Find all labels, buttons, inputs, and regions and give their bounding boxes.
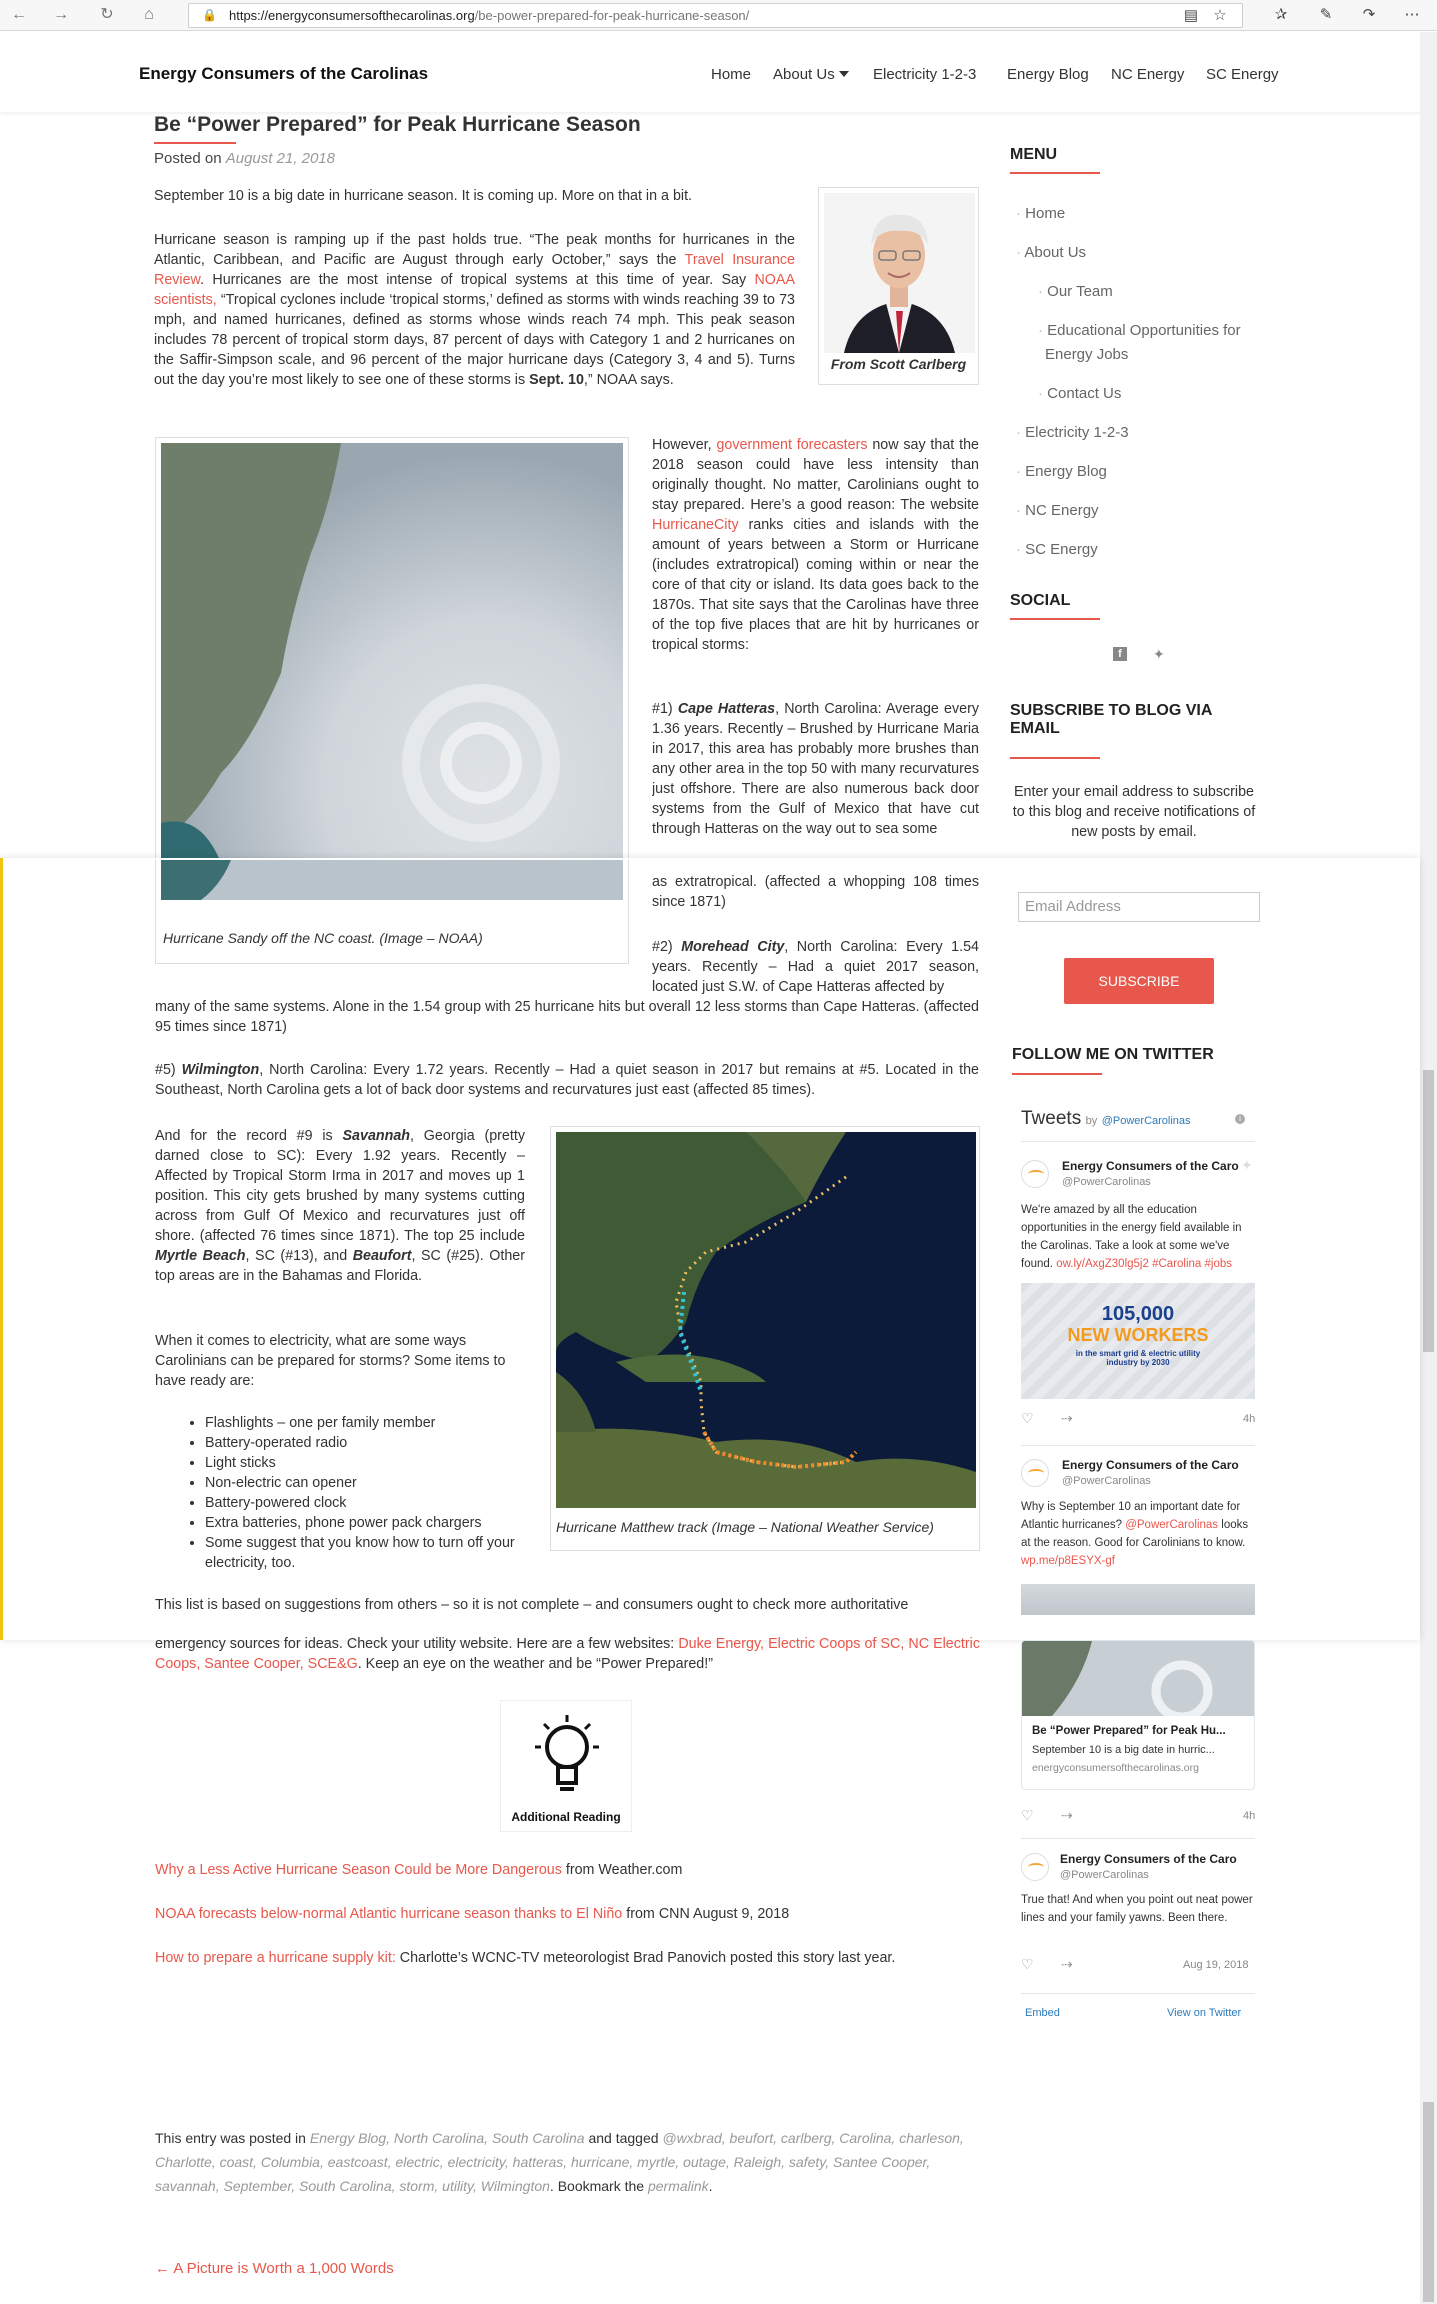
url-text[interactable]: https://energyconsumersofthecarolinas.org/be-power-prepared-for-peak-hurricane-season/ [229,8,750,23]
favorites-icon[interactable]: ✰ [1274,6,1288,23]
nav-nc-energy[interactable]: NC Energy [1111,66,1185,83]
tweet-time[interactable]: 4h [1243,1413,1256,1425]
text: , Georgia (pretty darned close to SC): Every 1.92 years. Recently – Affected by Tropical Storm Irma in 2017 and moves up 1 position. This city gets brushed by many systems cutting across from Gulf Of Mexico and recurvatures just off shore. (affected 76 times since 1871). The top 25 include [155,1128,525,1244]
government-forecasters-link[interactable]: government forecasters [716,437,868,453]
tweet-handle[interactable]: @PowerCarolinas [1062,1475,1151,1487]
post-footer: This entry was posted in Energy Blog, North Carolina, South Carolina and tagged @wxbrad, beufort, carlberg, Carolina, charleson, Charlotte, coast, Columbia, eastcoast, electric, electricity, hatteras, hurricane, myrtle, outage, Raleigh, safety, Santee Cooper, savannah, September, South Carolina, storm, utility, Wilmington. Bookmark the permalink. [155,2130,964,2194]
posted-label: Posted on [154,150,222,167]
chevron-down-icon [839,71,849,77]
text: looks at the reason. Good for Carolinians to know. [1021,1519,1249,1549]
tweet-handle[interactable]: @PowerCarolinas [1060,1869,1149,1881]
facebook-icon[interactable]: f [1113,647,1127,661]
text: from Weather.com [565,1862,683,1878]
share-icon[interactable]: ⇢ [1061,1956,1073,1972]
sidebar-about-us[interactable]: · About Us [1016,244,1086,261]
menu-heading: MENU [1010,146,1058,163]
electric-coops-sc-link[interactable]: Electric Coops of SC [768,1636,901,1652]
text: and tagged [588,2130,659,2146]
savannah-paragraph [155,1126,525,1286]
sandy-image-lower [161,860,623,900]
author-photo-frame [818,187,979,385]
duke-energy-link[interactable]: Duke Energy [678,1636,761,1652]
subscribe-heading-line2: EMAIL [1010,720,1060,737]
divider [1021,1141,1255,1142]
embed-link[interactable]: Embed [1025,2007,1060,2019]
previous-post-link[interactable]: ← A Picture is Worth a 1,000 Words [155,2260,394,2277]
subscribe-heading [1010,702,1212,738]
sidebar-educational[interactable]: · Educational Opportunities for [1038,322,1241,339]
nc-electric-coops-link[interactable]: NC Electric Coops [155,1636,980,1672]
tweet-time[interactable]: 4h [1243,1810,1256,1822]
place-name: Savannah [342,1128,411,1144]
text: Why is September 10 an important date for Atlantic hurricanes? [1021,1501,1241,1531]
avatar[interactable] [1021,1160,1049,1188]
author-photo [824,193,975,353]
view-on-twitter-link[interactable]: View on Twitter [1167,2007,1242,2019]
morehead-tail: many of the same systems. Alone in the 1.54 group with 25 hurricane hits but overall 12 less storms than Cape Hatteras. (affected 95 times since 1871) [155,999,979,1035]
categories-links[interactable]: Energy Blog, North Carolina, South Carolina [309,2130,585,2146]
pen-icon[interactable]: ✎ [1319,6,1333,23]
text: And for the record #9 is [155,1128,333,1144]
tweet-1[interactable] [1021,1155,1255,1445]
place-name: Wilmington [181,1062,260,1078]
wilmington-paragraph [155,1060,979,1100]
tweets-by: by [1085,1115,1098,1127]
list-item: • Battery-operated radio [205,1433,525,1453]
tweet-link[interactable]: wp.me/p8ESYX-gf [1021,1555,1115,1567]
text: now say that the 2018 season could have less intensity than originally thought. No matter, Carolinians ought to stay prepared. Here’s a good reason: The website [652,437,979,513]
tweet-link[interactable]: ow.ly/AxgZ30lg5j2 #Carolina #jobs [1056,1258,1232,1270]
share-icon[interactable]: ↷ [1362,6,1376,23]
text: However, [652,437,712,453]
reading-item-1 [155,1860,980,1880]
place-name: Beaufort [352,1248,412,1264]
text: emergency sources for ideas. Check your utility website. Here are a few websites: [155,1636,675,1652]
list-note-cont: emergency sources for ideas. Check your utility website. Here are a few websites: Duke Energy, Electric Coops of SC, NC Electric Coops, Santee Cooper, SCE&G. Keep an eye on the weather and be “Power Prepared!” [155,1636,980,1672]
tweet-3[interactable] [1021,1848,1255,1978]
share-icon[interactable]: ⇢ [1061,1807,1073,1823]
tags-links[interactable]: @wxbrad, beufort, carlberg, Carolina, [662,2130,896,2146]
hatteras-tail: as extratropical. (affected a whopping 108 times since 1871) [652,874,979,910]
supply-kit-link[interactable]: How to prepare a hurricane supply kit: [155,1950,396,1966]
bold-date: Sept. 10 [529,372,584,388]
nav-sc-energy[interactable]: SC Energy [1206,66,1279,83]
text: Hurricane season is ramping up if the past holds true. “The peak months for hurricanes in the Atlantic, Caribbean, and Pacific are August through early October,” says the [154,232,795,268]
rank-number: #1) [652,701,673,717]
nav-electricity[interactable]: Electricity 1-2-3 [873,66,977,83]
subscribe-heading-line1: SUBSCRIBE TO BLOG VIA [1010,702,1213,719]
hurricane-matthew-image [556,1132,976,1508]
title-underline [154,142,236,144]
forward-icon[interactable]: → [53,6,69,23]
tweet-text [1021,1498,1255,1570]
weather-com-link[interactable]: Why a Less Active Hurricane Season Could be More Dangerous [155,1862,562,1878]
sidebar-energy-blog[interactable]: · Energy Blog [1016,463,1107,480]
social-heading-rule [1010,618,1100,620]
tweet-image[interactable] [1021,1283,1255,1399]
lightbulb-icon [527,1713,607,1795]
sandy-image-lower-frame [155,860,629,964]
more-icon[interactable]: ⋯ [1404,6,1420,23]
lock-icon: 🔒 [202,8,217,22]
matthew-caption: Hurricane Matthew track (Image – National Weather Service) [556,1519,934,1535]
paragraph-forecast [652,435,979,655]
divider [1021,1838,1255,1839]
avatar[interactable] [1021,1853,1049,1881]
like-icon[interactable]: ♡ [1021,1410,1034,1426]
matthew-image-frame [550,1126,980,1551]
reading-view-icon[interactable]: ▤ [1183,7,1199,24]
back-icon[interactable]: ← [11,6,27,23]
text: , North Carolina: Every 1.54 years. Recently – Had a quiet 2017 season, located just S.W. of Cape Hatteras affected by [652,939,979,995]
text: , North Carolina: Average every 1.36 years. Recently – Brushed by Hurricane Maria in 2017, this area has probably more brushes than any other area in the top 50 with many recurvatures just offshore. There are also numerous back door systems from the Gulf of Mexico that have cut through Hatteras on the way out to sea some [652,701,979,837]
favorite-star-icon[interactable]: ☆ [1213,7,1227,24]
site-header [0,32,1420,112]
noaa-scientists-link[interactable]: NOAA scientists, [154,272,795,308]
list-note: This list is based on suggestions from others – so it is not complete – and consumers ought to check more authoritative [155,1597,909,1613]
tweets-header [1021,1108,1255,1138]
tweets-handle[interactable]: @PowerCarolinas [1101,1115,1191,1127]
scrollbar-thumb[interactable] [1423,1070,1434,1352]
hatteras-paragraph [652,699,979,859]
post-title: Be “Power Prepared” for Peak Hurricane Season [154,113,641,136]
tags-links[interactable]: charleson, Charlotte, coast, Columbia, eastcoast, electric, electricity, hatteras, hurricane, myrtle, outage, Raleigh, safety, Santee [155,2130,964,2170]
card-description: September 10 is a big date in hurric... [1032,1744,1215,1756]
cnn-link[interactable]: NOAA forecasts below-normal Atlantic hurricane season thanks to El Niño [155,1906,623,1922]
text: ,” NOAA says. [583,372,674,388]
tweet-handle[interactable]: @PowerCarolinas [1062,1176,1151,1188]
santee-cooper-link[interactable]: Santee Cooper [204,1656,300,1672]
hurricane-sandy-image [161,443,623,917]
text: . Hurricanes are the most intense of tropical systems at this time of year. Say [200,272,747,288]
subscribe-text: Enter your email address to subscribe to this blog and receive notifications of new posts by email. [1012,784,1256,840]
nav-energy-blog[interactable]: Energy Blog [1007,66,1089,83]
text: “Tropical cyclones include ‘tropical storms,’ defined as storms with winds reaching 39 to 73 mph, and named hurricanes, defined as storms whose winds reach 74 mph. This peak season includes 78 percent of tropical storm days, 87 percent of days with Category 1 and 2 hurricanes on the Saffir-Simpson scale, and 96 percent of the major hurricane days (Category 3, 4 and 5). Turns out the day you’re most likely to see one of these storms is [154,292,795,388]
tweet-image-subline: in the smart grid & electric utility industry by 2030 [1075,1349,1201,1367]
tweets-title: Tweets [1021,1108,1082,1129]
rank-number: #5) [155,1062,176,1078]
home-icon[interactable]: ⌂ [144,6,154,23]
menu-heading-rule [1010,172,1100,174]
email-input[interactable]: Email Address [1018,892,1260,922]
sidebar-educational-line2[interactable]: Energy Jobs [1045,346,1129,363]
text: , SC (#13), and [245,1248,348,1264]
divider [1021,1993,1255,1994]
share-icon[interactable]: ⇢ [1061,1410,1073,1426]
tags-links[interactable]: Cooper, savannah, September, South Carolina, storm, utility, Wilmington [155,2154,931,2194]
text: Charlotte’s WCNC-TV meteorologist Brad Panovich posted this story last year. [399,1950,896,1966]
card-thumbnail [1022,1641,1255,1716]
tweet-image-headline: NEW WORKERS [1067,1325,1209,1345]
text: We're amazed by all the education opportunities in the energy field available in the Carolinas. Take a look at some we've found. [1021,1204,1242,1270]
reading-item-2 [155,1904,980,1924]
tweet-image-number: 105,000 [1101,1303,1175,1325]
additional-reading-label: Additional Reading [511,1810,621,1824]
overlay-edge [0,858,3,1640]
place-name: Myrtle Beach [155,1248,246,1264]
tweet-link-card[interactable] [1021,1640,1255,1790]
twitter-heading-rule [1012,1073,1102,1075]
address-bar[interactable] [188,3,1243,28]
list-item: • Some suggest that you know how to turn off your electricity, too. [205,1533,525,1573]
tweet-card-image-top[interactable] [1021,1584,1255,1615]
text: ranks cities and islands with the amount of years between a Storm or Hurricane (includes extratropical) coming within or near the core of that city or island. Its data goes back to the 1870s. That site says that the Carolinas have three of the top five places that are hit by hurricanes or tropical storms: [652,517,979,653]
nav-about-us-label: About Us [773,66,835,83]
scrollbar-thumb-lower[interactable] [1423,2102,1434,2302]
morehead-paragraph [652,937,979,997]
sidebar-nc-energy[interactable]: · NC Energy [1016,502,1099,519]
electricity-question: When it comes to electricity, what are some ways Carolinians can be prepared for storms? Some items to have ready are: [155,1333,506,1389]
info-icon[interactable]: i [1235,1114,1245,1124]
like-icon[interactable]: ♡ [1021,1956,1034,1972]
page-scrollbar[interactable] [1420,32,1437,2304]
reading-item-3 [155,1948,980,1968]
tweet-author[interactable]: Energy Consumers of the Caro [1062,1458,1239,1472]
list-item: • Non-electric can opener [205,1473,525,1493]
hurricanecity-link[interactable]: HurricaneCity [652,517,739,533]
list-item: • Light sticks [205,1453,525,1473]
text: , North Carolina: Every 1.72 years. Recently – Had a quiet season in 2017 but remains at #5. Located in the Southeast, North Carolina gets a lot of back door systems and recurvatures just east (affected 85 times). [155,1062,979,1098]
refresh-icon[interactable]: ↻ [100,6,114,23]
text: This entry was posted in [155,2130,306,2146]
travel-insurance-link[interactable]: Travel Insurance Review [154,252,795,288]
intro-paragraph: September 10 is a big date in hurricane season. It is coming up. More on that in a bit. [154,188,693,204]
subscribe-heading-rule [1010,757,1100,759]
sidebar-our-team[interactable]: · Our Team [1038,283,1113,300]
tweet-author[interactable]: Energy Consumers of the Caro [1062,1159,1239,1173]
like-icon[interactable]: ♡ [1021,1807,1034,1823]
sidebar-electricity[interactable]: · Electricity 1-2-3 [1016,424,1129,441]
tweet-text: True that! And when you point out neat power lines and your family yawns. Been there. [1021,1894,1253,1924]
post-date [154,150,335,167]
text: , SC (#25). Other top areas are in the Bahamas and Florida. [155,1248,525,1284]
tweet-text [1021,1201,1255,1273]
social-heading: SOCIAL [1010,592,1071,609]
divider [1021,1445,1255,1446]
avatar[interactable] [1021,1459,1049,1487]
card-domain: energyconsumersofthecarolinas.org [1032,1762,1199,1774]
site-logo[interactable]: Energy Consumers of the Carolinas [139,64,429,83]
nav-about-us[interactable] [773,66,849,83]
author-caption: From Scott Carlberg [830,356,967,372]
supply-list [155,1413,525,1573]
subscribe-button[interactable]: SUBSCRIBE [1064,958,1214,1004]
card-title: Be “Power Prepared” for Peak Hu... [1032,1725,1226,1737]
browser-toolbar [0,0,1437,31]
posted-date-link[interactable]: August 21, 2018 [225,150,335,167]
twitter-heading: FOLLOW ME ON TWITTER [1012,1046,1214,1063]
paragraph-peak-months [154,230,795,390]
sidebar-contact-us[interactable]: · Contact Us [1038,385,1121,402]
list-item: • Extra batteries, phone power pack chargers [205,1513,525,1533]
list-item: • Flashlights – one per family member [205,1413,525,1433]
place-name: Cape Hatteras [677,701,776,717]
sidebar-sc-energy[interactable]: · SC Energy [1016,541,1098,558]
permalink-link[interactable]: permalink [647,2178,709,2194]
twitter-bird-icon[interactable]: ✦ [1241,1157,1253,1173]
place-name: Morehead City [681,939,785,955]
tweet-time[interactable]: Aug 19, 2018 [1183,1959,1249,1971]
rank-number: #2) [652,939,673,955]
text: . Bookmark the [549,2178,645,2194]
sidebar-home[interactable]: · Home [1016,205,1065,222]
additional-reading-graphic [500,1700,632,1832]
sandy-caption: Hurricane Sandy off the NC coast. (Image – NOAA) [163,930,483,946]
tweet-author[interactable]: Energy Consumers of the Caro [1060,1852,1237,1866]
text: . Keep an eye on the weather and be “Power Prepared!” [357,1656,713,1672]
tweet-mention[interactable]: @PowerCarolinas [1125,1519,1219,1531]
list-item: • Battery-powered clock [205,1493,525,1513]
twitter-icon[interactable]: ✦ [1153,646,1165,662]
text: from CNN August 9, 2018 [626,1906,790,1922]
nav-home[interactable]: Home [711,66,752,83]
sceg-link[interactable]: SCE&G [307,1656,358,1672]
